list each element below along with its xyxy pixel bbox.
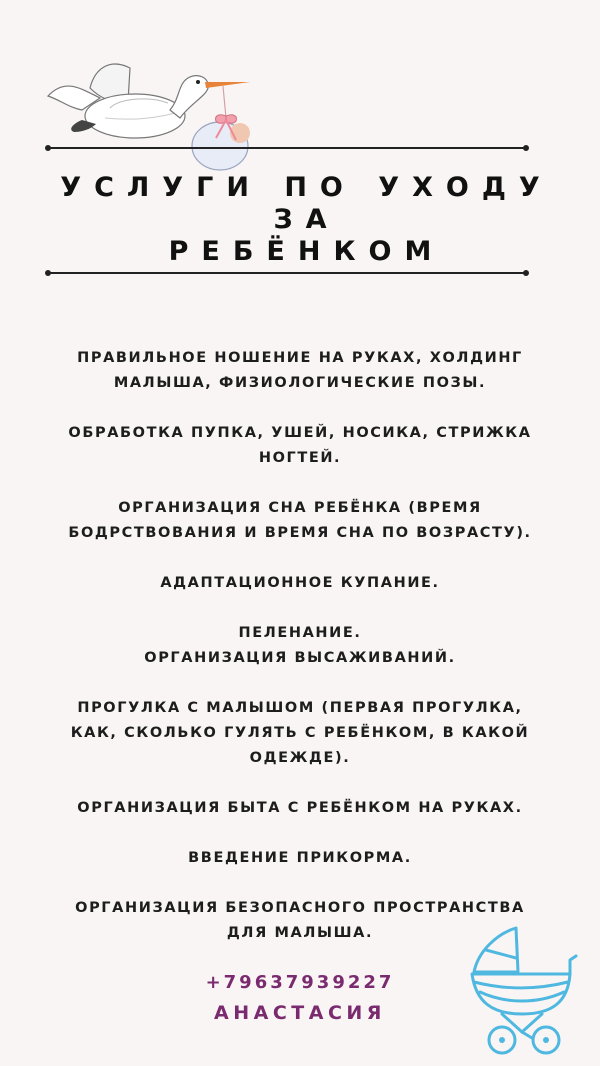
services-list bbox=[60, 346, 540, 971]
stork-icon bbox=[40, 58, 270, 178]
service-item bbox=[60, 796, 540, 821]
service-line: МАЛЫША, ФИЗИОЛОГИЧЕСКИЕ ПОЗЫ. bbox=[113, 375, 487, 391]
service-item bbox=[60, 346, 540, 396]
service-item bbox=[60, 696, 540, 771]
service-line: БОДРСТВОВАНИЯ И ВРЕМЯ СНА ПО ВОЗРАСТУ). bbox=[68, 525, 532, 541]
service-line: ОДЕЖДЕ). bbox=[249, 750, 351, 766]
service-item bbox=[60, 846, 540, 871]
contact-name: АНАСТАСИЯ bbox=[214, 1002, 386, 1024]
top-divider bbox=[48, 147, 526, 149]
service-line: АДАПТАЦИОННОЕ КУПАНИЕ. bbox=[160, 575, 440, 591]
baby-stroller-icon bbox=[466, 920, 578, 1058]
service-line: ПЕЛЕНАНИЕ. bbox=[238, 625, 362, 641]
service-item bbox=[60, 421, 540, 471]
service-line: КАК, СКОЛЬКО ГУЛЯТЬ С РЕБЁНКОМ, В КАКОЙ bbox=[70, 725, 530, 741]
contact-block bbox=[100, 970, 500, 1028]
service-line: ПРОГУЛКА С МАЛЫШОМ (ПЕРВАЯ ПРОГУЛКА, bbox=[77, 700, 523, 716]
service-line: ДЛЯ МАЛЫША. bbox=[226, 925, 374, 941]
service-line: ОРГАНИЗАЦИЯ БЫТА С РЕБЁНКОМ НА РУКАХ. bbox=[77, 800, 523, 816]
service-line: НОГТЕЙ. bbox=[258, 450, 342, 466]
service-item bbox=[60, 621, 540, 671]
service-line: ОРГАНИЗАЦИЯ БЕЗОПАСНОГО ПРОСТРАНСТВА bbox=[75, 900, 525, 916]
service-item bbox=[60, 571, 540, 596]
bottom-divider bbox=[48, 272, 526, 274]
phone-number[interactable]: +79637939227 bbox=[205, 972, 395, 993]
page-title bbox=[20, 172, 580, 268]
service-item bbox=[60, 496, 540, 546]
service-line: ПРАВИЛЬНОЕ НОШЕНИЕ НА РУКАХ, ХОЛДИНГ bbox=[77, 350, 523, 366]
page-title-line: УСЛУГИ ПО УХОДУ ЗА bbox=[60, 172, 553, 235]
service-line: ОБРАБОТКА ПУПКА, УШЕЙ, НОСИКА, СТРИЖКА bbox=[68, 425, 532, 441]
service-line: ВВЕДЕНИЕ ПРИКОРМА. bbox=[188, 850, 412, 866]
service-line: ОРГАНИЗАЦИЯ ВЫСАЖИВАНИЙ. bbox=[144, 650, 456, 666]
service-line: ОРГАНИЗАЦИЯ СНА РЕБЁНКА (ВРЕМЯ bbox=[118, 500, 482, 516]
page-title-line: РЕБЁНКОМ bbox=[168, 236, 445, 267]
